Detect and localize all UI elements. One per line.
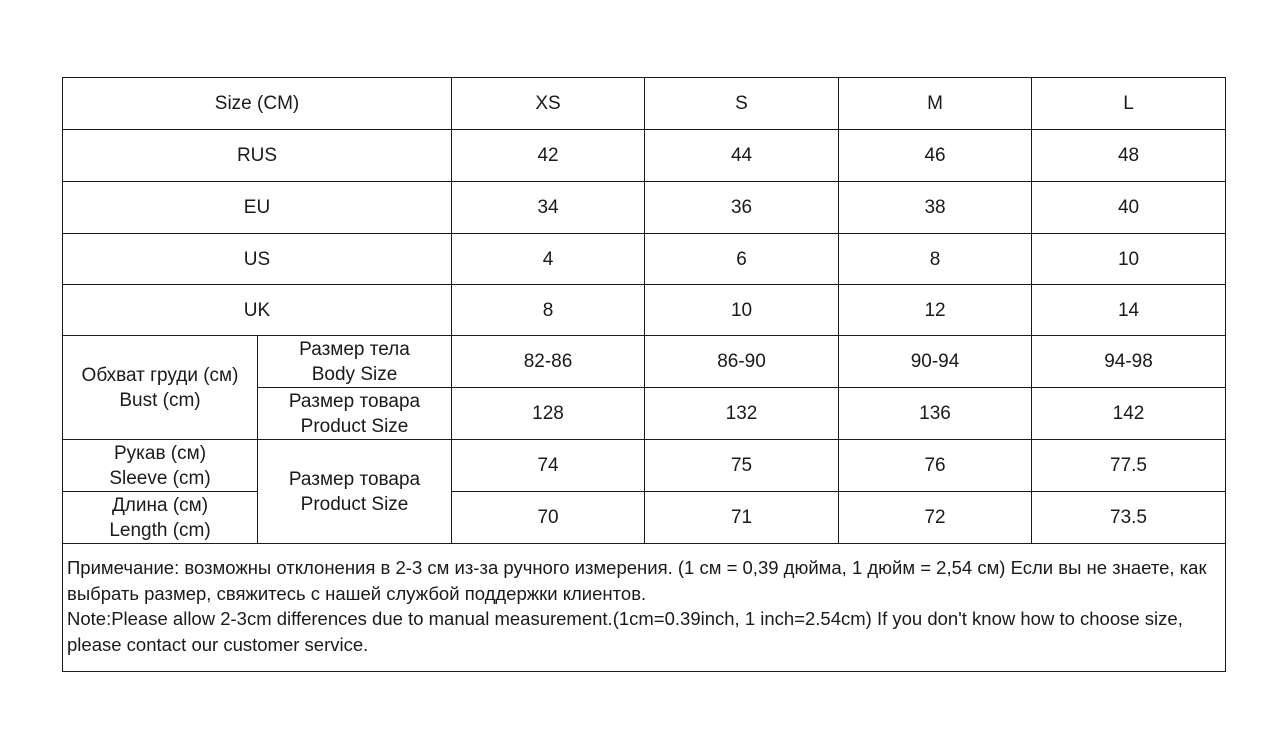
table-cell: 10	[1032, 234, 1226, 285]
note-text-ru: Примечание: возможны отклонения в 2-3 см из-за ручного измерения. (1 см = 0,39 дюйма, 1 дюйм = 2,54 см) Если вы не знаете, как выбрать размер, свяжитесь с нашей службой поддержки клиентов.	[67, 557, 1207, 604]
product-size-label-en: Product Size	[300, 415, 409, 437]
table-cell: 44	[645, 130, 839, 182]
table-cell: 77.5	[1032, 440, 1226, 492]
sleeve-label-en: Sleeve (cm)	[109, 467, 211, 489]
sublabel-body-size	[258, 336, 452, 388]
table-cell: 42	[452, 130, 645, 182]
note-row	[63, 544, 1226, 672]
table-cell: 38	[839, 182, 1032, 234]
row-label-rus: RUS	[63, 130, 452, 182]
table-cell: 94-98	[1032, 336, 1226, 388]
table-cell: 136	[839, 388, 1032, 440]
table-cell: 8	[452, 285, 645, 336]
table-cell: 82-86	[452, 336, 645, 388]
bust-label-ru: Обхват груди (см)	[81, 364, 239, 386]
size-header-l: L	[1032, 78, 1226, 130]
row-label-bust	[63, 336, 258, 440]
sublabel-product-size	[258, 388, 452, 440]
table-cell: 4	[452, 234, 645, 285]
table-cell: 75	[645, 440, 839, 492]
note-cell	[63, 544, 1226, 672]
table-cell: 40	[1032, 182, 1226, 234]
table-row-us	[63, 234, 1226, 285]
size-chart-table	[62, 77, 1226, 672]
table-cell: 6	[645, 234, 839, 285]
table-row-bust-body	[63, 336, 1226, 388]
size-header-m: M	[839, 78, 1032, 130]
table-cell: 142	[1032, 388, 1226, 440]
size-header-label: Size (CM)	[63, 78, 452, 130]
length-label-ru: Длина (см)	[111, 494, 209, 516]
table-cell: 74	[452, 440, 645, 492]
table-cell: 14	[1032, 285, 1226, 336]
table-cell: 128	[452, 388, 645, 440]
table-cell: 90-94	[839, 336, 1032, 388]
table-row-eu	[63, 182, 1226, 234]
table-row-rus	[63, 130, 1226, 182]
product-size-label-ru: Размер товара	[288, 468, 421, 490]
table-cell: 73.5	[1032, 492, 1226, 544]
row-label-uk: UK	[63, 285, 452, 336]
table-cell: 132	[645, 388, 839, 440]
table-cell: 8	[839, 234, 1032, 285]
table-cell: 76	[839, 440, 1032, 492]
row-label-length	[63, 492, 258, 544]
body-size-label-en: Body Size	[311, 363, 398, 385]
length-label-en: Length (cm)	[109, 519, 211, 541]
table-cell: 10	[645, 285, 839, 336]
row-label-eu: EU	[63, 182, 452, 234]
table-cell: 48	[1032, 130, 1226, 182]
table-cell: 86-90	[645, 336, 839, 388]
bust-label-en: Bust (cm)	[119, 389, 201, 411]
product-size-label-ru: Размер товара	[288, 390, 421, 412]
note-text-en: Note:Please allow 2-3cm differences due to manual measurement.(1cm=0.39inch, 1 inch=2.54cm) If you don't know how to choose size, please contact our customer service.	[67, 608, 1183, 655]
product-size-label-en: Product Size	[300, 493, 409, 515]
table-cell: 12	[839, 285, 1032, 336]
table-cell: 46	[839, 130, 1032, 182]
table-row-uk	[63, 285, 1226, 336]
sublabel-product-size-merged	[258, 440, 452, 544]
table-cell: 71	[645, 492, 839, 544]
size-header-s: S	[645, 78, 839, 130]
sleeve-label-ru: Рукав (см)	[113, 442, 207, 464]
size-header-xs: XS	[452, 78, 645, 130]
body-size-label-ru: Размер тела	[299, 338, 410, 360]
table-cell: 34	[452, 182, 645, 234]
table-cell: 36	[645, 182, 839, 234]
row-label-us: US	[63, 234, 452, 285]
table-row-sleeve	[63, 440, 1226, 492]
table-row-length	[63, 492, 1226, 544]
table-cell: 72	[839, 492, 1032, 544]
table-cell: 70	[452, 492, 645, 544]
header-row	[63, 78, 1226, 130]
row-label-sleeve	[63, 440, 258, 492]
